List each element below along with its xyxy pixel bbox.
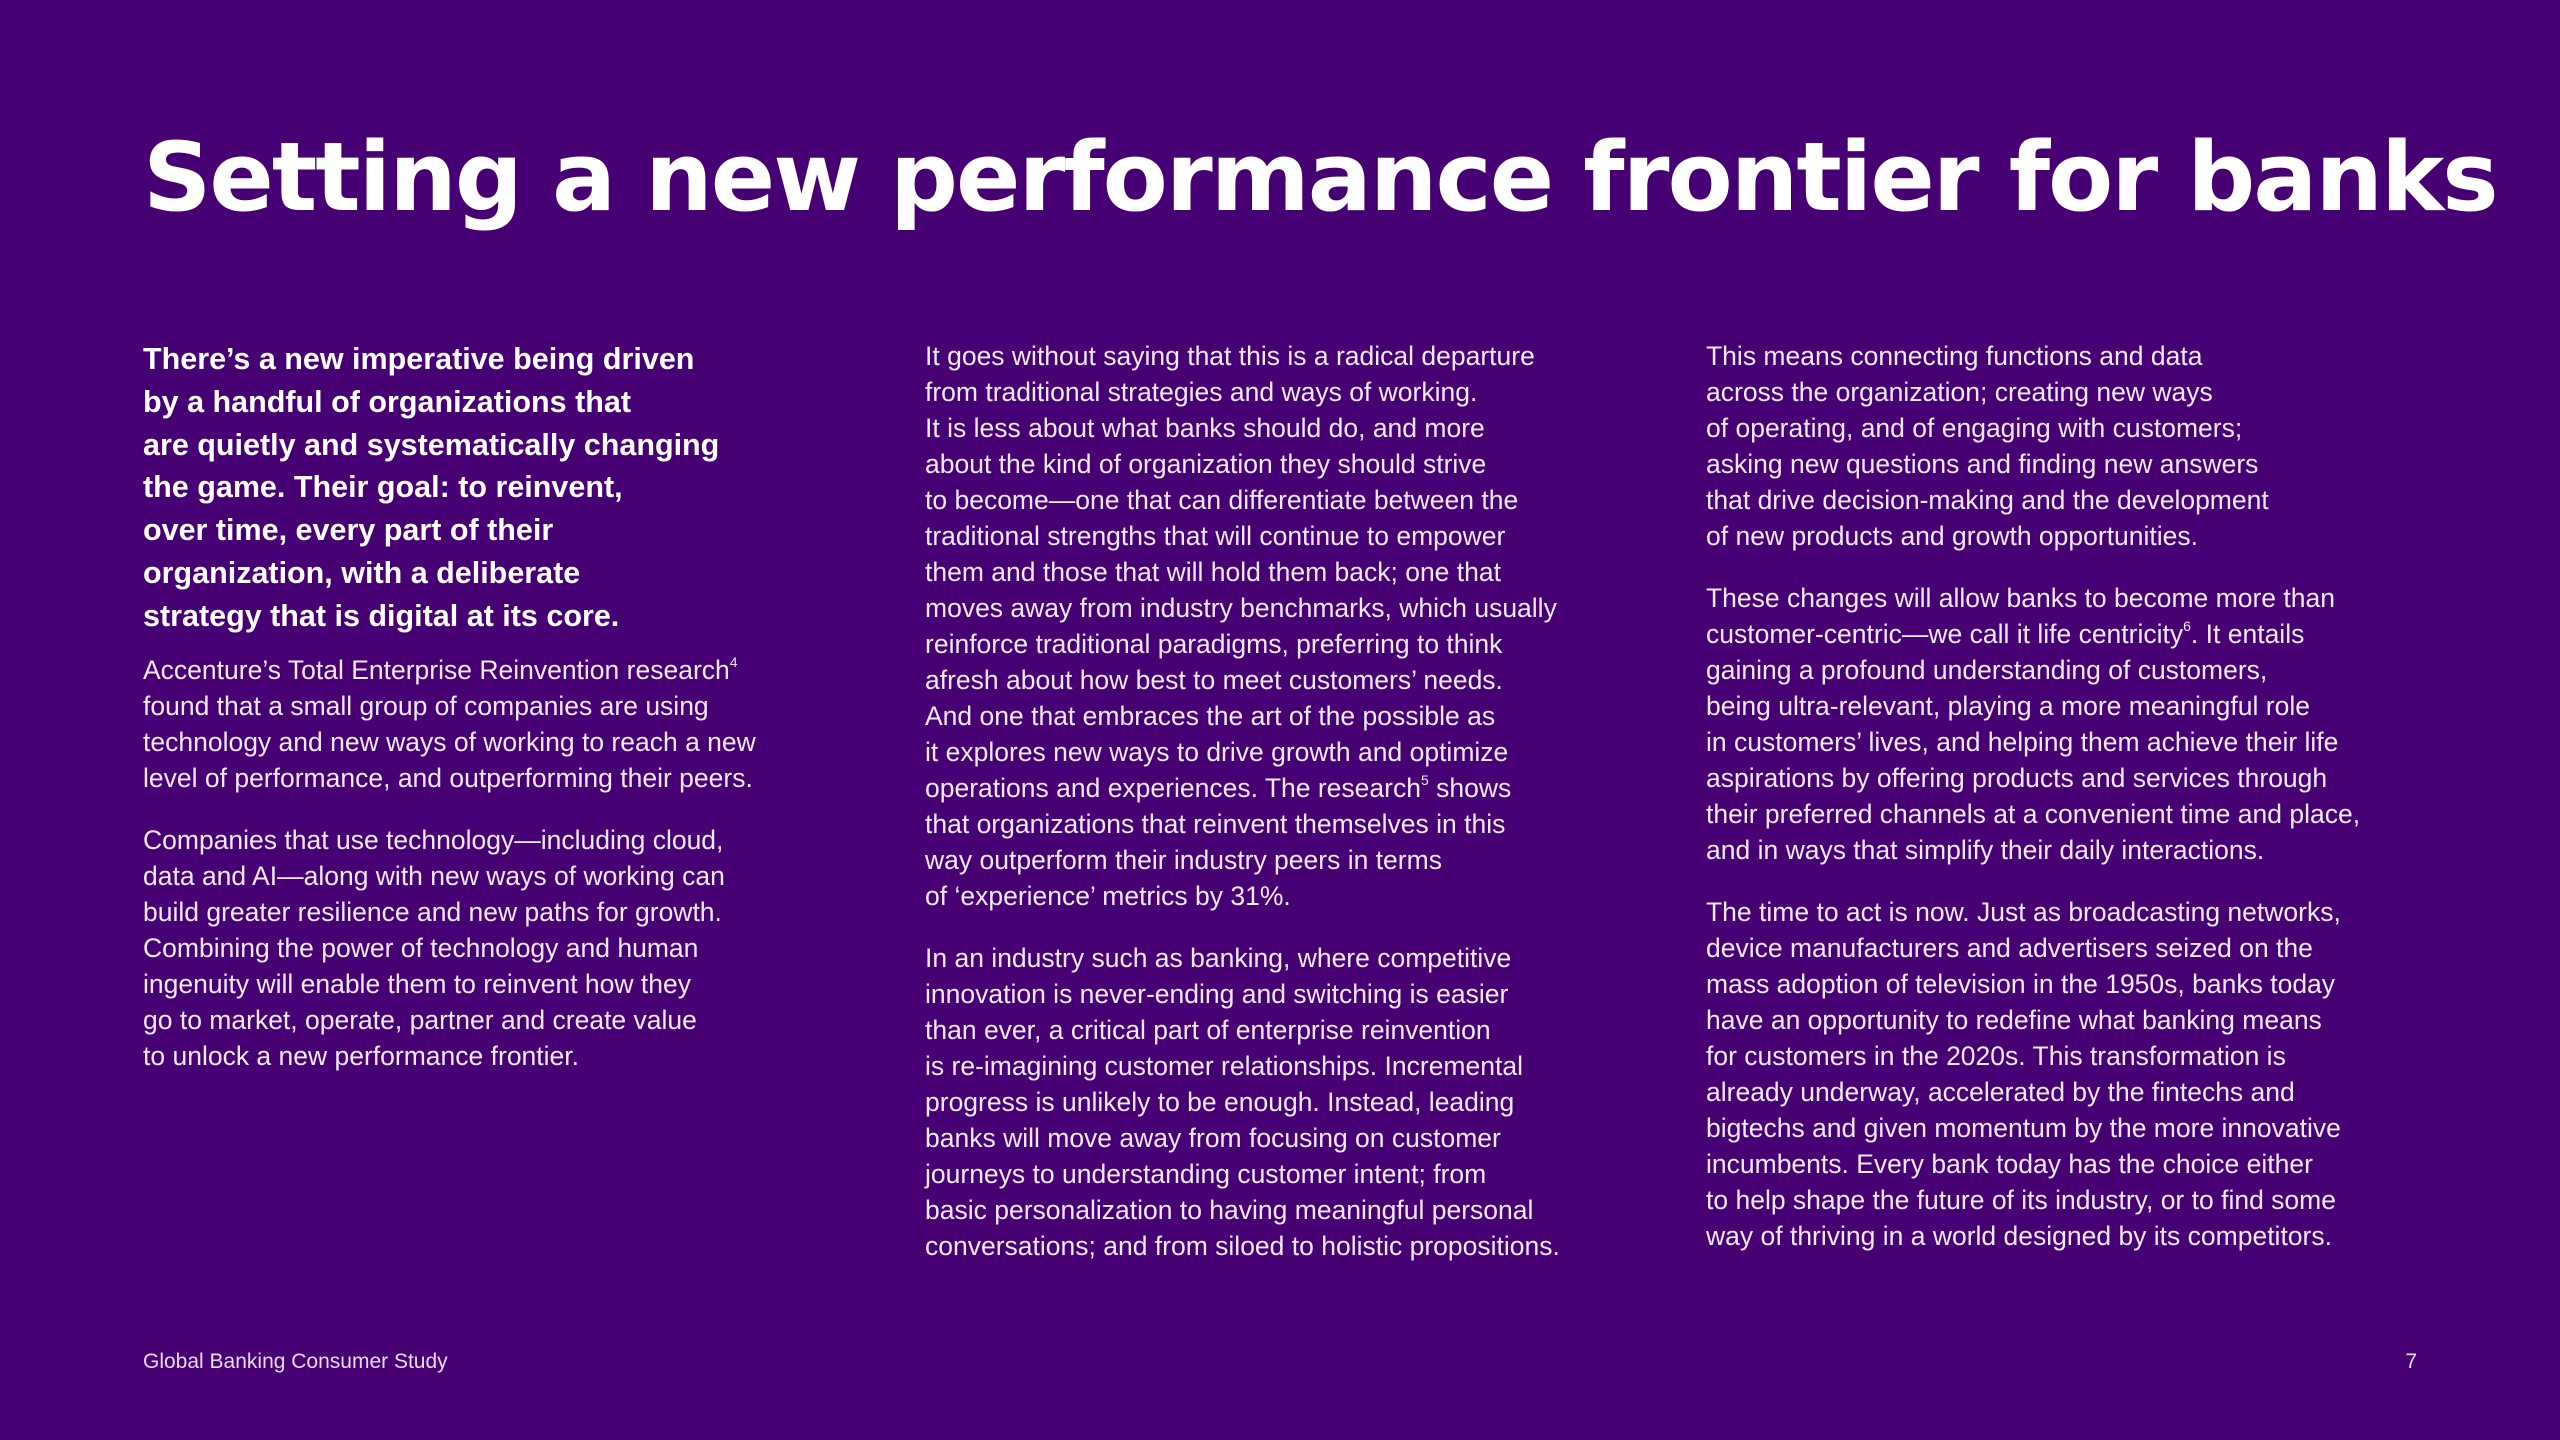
text-line: mass adoption of television in the 1950s, banks today bbox=[1706, 969, 2336, 999]
text-line: It goes without saying that this is a radical departure bbox=[925, 341, 1535, 371]
text-line: asking new questions and finding new answers bbox=[1706, 449, 2259, 479]
page-number: 7 bbox=[2405, 1350, 2417, 1373]
text-line: Combining the power of technology and human bbox=[143, 932, 699, 963]
text-line: gaining a profound understanding of customers, bbox=[1706, 655, 2268, 685]
footnote-ref: 5 bbox=[1420, 772, 1429, 788]
text-line: way of thriving in a world designed by its competitors. bbox=[1706, 1221, 2332, 1251]
text-line: conversations; and from siloed to holistic propositions. bbox=[925, 1231, 1560, 1261]
text-line: journeys to understanding customer intent; from bbox=[925, 1159, 1487, 1189]
text-line: This means connecting functions and data bbox=[1706, 341, 2203, 371]
lead-line: organization, with a deliberate bbox=[143, 555, 581, 590]
text-line: their preferred channels at a convenient time and place, bbox=[1706, 799, 2361, 829]
text-line: to help shape the future of its industry, or to find some bbox=[1706, 1185, 2336, 1215]
body-paragraph bbox=[925, 940, 1645, 1264]
text-line: bigtechs and given momentum by the more innovative bbox=[1706, 1113, 2341, 1143]
text-line: build greater resilience and new paths for growth. bbox=[143, 896, 722, 927]
text-line: In an industry such as banking, where competitive bbox=[925, 943, 1512, 973]
text-line: The time to act is now. Just as broadcasting networks, bbox=[1706, 897, 2341, 927]
lead-line: are quietly and systematically changing bbox=[143, 427, 720, 462]
text-line: found that a small group of companies are using bbox=[143, 690, 709, 721]
text-line: have an opportunity to redefine what banking means bbox=[1706, 1005, 2322, 1035]
column-2 bbox=[925, 338, 1645, 1290]
text-line: technology and new ways of working to reach a new bbox=[143, 726, 756, 757]
page-title: Setting a new performance frontier for banks bbox=[143, 123, 2497, 233]
text-fragment: shows bbox=[1428, 773, 1512, 803]
text-line: than ever, a critical part of enterprise reinvention bbox=[925, 1015, 1491, 1045]
lead-line: by a handful of organizations that bbox=[143, 384, 631, 419]
text-line: device manufacturers and advertisers seized on the bbox=[1706, 933, 2313, 963]
text-fragment: . It entails bbox=[2190, 619, 2305, 649]
text-line: traditional strengths that will continue to empower bbox=[925, 521, 1506, 551]
text-line: to become—one that can differentiate between the bbox=[925, 485, 1519, 515]
text-line: from traditional strategies and ways of working. bbox=[925, 377, 1478, 407]
text-line: incumbents. Every bank today has the choice either bbox=[1706, 1149, 2313, 1179]
text-fragment: operations and experiences. The research bbox=[925, 773, 1421, 803]
text-line: And one that embraces the art of the possible as bbox=[925, 701, 1496, 731]
body-paragraph bbox=[1706, 580, 2426, 868]
text-line: basic personalization to having meaningful personal bbox=[925, 1195, 1534, 1225]
text-line: reinforce traditional paradigms, preferring to think bbox=[925, 629, 1503, 659]
text-line: ingenuity will enable them to reinvent how they bbox=[143, 968, 691, 999]
body-paragraph bbox=[925, 338, 1645, 914]
text-line: that organizations that reinvent themselves in this bbox=[925, 809, 1506, 839]
footnote-ref: 6 bbox=[2183, 618, 2191, 634]
text-line: being ultra-relevant, playing a more meaningful role bbox=[1706, 691, 2310, 721]
text-line: way outperform their industry peers in terms bbox=[925, 845, 1442, 875]
column-3 bbox=[1706, 338, 2426, 1280]
column-1 bbox=[143, 338, 843, 1100]
lead-line: There’s a new imperative being driven bbox=[143, 342, 695, 376]
text-line: innovation is never-ending and switching is easier bbox=[925, 979, 1509, 1009]
text-line: afresh about how best to meet customers’ needs. bbox=[925, 665, 1503, 695]
text-line: banks will move away from focusing on customer bbox=[925, 1123, 1501, 1153]
text-line: data and AI—along with new ways of working can bbox=[143, 860, 725, 891]
text-line: them and those that will hold them back; one that bbox=[925, 557, 1501, 587]
lead-line: strategy that is digital at its core. bbox=[143, 598, 620, 633]
text-line: of operating, and of engaging with customers; bbox=[1706, 413, 2243, 443]
text-line: for customers in the 2020s. This transformation is bbox=[1706, 1041, 2286, 1071]
body-paragraph bbox=[143, 822, 843, 1074]
text-line: already underway, accelerated by the fintechs and bbox=[1706, 1077, 2295, 1107]
text-line: progress is unlikely to be enough. Instead, leading bbox=[925, 1087, 1515, 1117]
text-line: moves away from industry benchmarks, which usually bbox=[925, 593, 1557, 623]
text-line: of ‘experience’ metrics by 31%. bbox=[925, 881, 1291, 911]
text-fragment: Accenture’s Total Enterprise Reinvention research bbox=[143, 654, 730, 685]
text-line: in customers’ lives, and helping them achieve their life bbox=[1706, 727, 2339, 757]
text-line: it explores new ways to drive growth and optimize bbox=[925, 737, 1509, 767]
text-line: of new products and growth opportunities. bbox=[1706, 521, 2199, 551]
text-line: that drive decision-making and the development bbox=[1706, 485, 2269, 515]
body-paragraph bbox=[1706, 894, 2426, 1254]
body-paragraph bbox=[1706, 338, 2426, 554]
text-line: These changes will allow banks to become more than bbox=[1706, 583, 2335, 613]
text-line: across the organization; creating new ways bbox=[1706, 377, 2213, 407]
lead-line: over time, every part of their bbox=[143, 513, 554, 548]
footnote-ref: 4 bbox=[729, 653, 738, 670]
text-line: level of performance, and outperforming their peers. bbox=[143, 762, 753, 793]
text-line bbox=[925, 770, 1645, 806]
text-line: and in ways that simplify their daily interactions. bbox=[1706, 835, 2265, 865]
footer-publication-title: Global Banking Consumer Study bbox=[143, 1350, 448, 1373]
text-line: about the kind of organization they should strive bbox=[925, 449, 1487, 479]
body-paragraph bbox=[143, 652, 843, 796]
lead-paragraph bbox=[143, 338, 843, 638]
text-line: go to market, operate, partner and create value bbox=[143, 1004, 697, 1035]
lead-line: the game. Their goal: to reinvent, bbox=[143, 470, 623, 505]
text-fragment: customer-centric—we call it life centricity bbox=[1706, 619, 2184, 649]
text-line: to unlock a new performance frontier. bbox=[143, 1040, 580, 1071]
text-line: Companies that use technology—including cloud, bbox=[143, 824, 724, 855]
text-line: It is less about what banks should do, and more bbox=[925, 413, 1485, 443]
text-line bbox=[143, 652, 843, 688]
text-line bbox=[1706, 616, 2426, 652]
text-line: is re-imagining customer relationships. Incremental bbox=[925, 1051, 1523, 1081]
text-line: aspirations by offering products and services through bbox=[1706, 763, 2328, 793]
